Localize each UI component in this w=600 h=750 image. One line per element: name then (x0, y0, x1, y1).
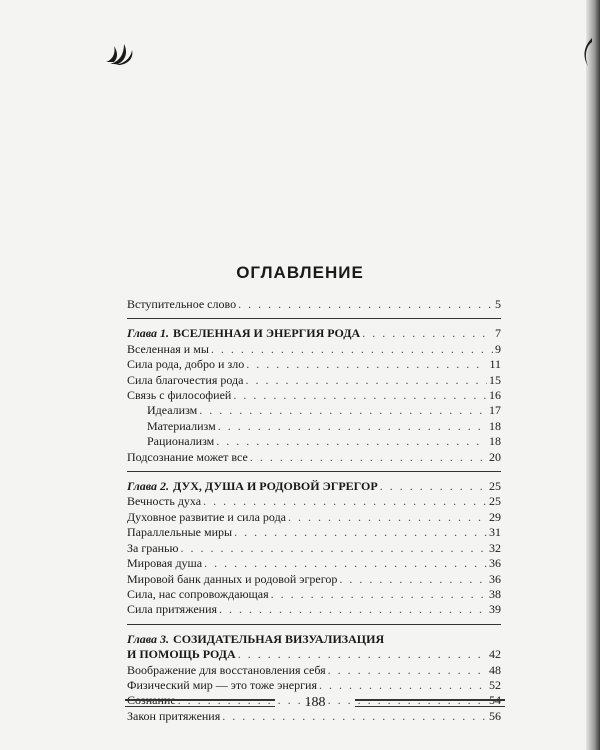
dot-leader (238, 647, 487, 662)
toc-entry-page: 7 (495, 326, 501, 341)
chapter-title: И ПОМОЩЬ РОДА (127, 647, 236, 662)
dot-leader (222, 709, 487, 724)
toc-entry-title: Сила рода, добро и зло (127, 357, 245, 372)
dot-leader (233, 388, 487, 403)
dot-leader (199, 403, 487, 418)
toc-entry-title: Вселенная и мы (127, 341, 209, 356)
toc-entry-page: 15 (489, 372, 501, 387)
dot-leader (180, 541, 487, 556)
toc-entry-title: Воображение для восстановления себя (127, 662, 326, 677)
toc-entry[interactable] (127, 373, 501, 388)
chapter-title: СОЗИДАТЕЛЬНАЯ ВИЗУАЛИЗАЦИЯ (173, 631, 385, 646)
section-divider (127, 624, 501, 625)
toc-entry[interactable] (127, 541, 501, 556)
toc-entry[interactable] (127, 602, 501, 617)
toc-entry[interactable] (127, 663, 501, 678)
toc-entry-page: 54 (489, 693, 501, 708)
toc-entry[interactable] (127, 357, 501, 372)
dot-leader (271, 587, 487, 602)
toc-entry[interactable] (127, 388, 501, 403)
table-of-contents (127, 297, 501, 724)
toc-entry[interactable] (127, 510, 501, 525)
toc-entry-page: 29 (489, 509, 501, 524)
dot-leader (245, 373, 487, 388)
toc-entry-page: 36 (489, 556, 501, 571)
toc-entry-title: Подсознание может все (127, 449, 248, 464)
toc-entry-title: Материализм (147, 418, 216, 433)
dot-leader (238, 297, 493, 312)
footer-rule-right (355, 699, 505, 707)
toc-entry-title: Мировая душа (127, 556, 203, 571)
flourish-ornament-right-icon (580, 36, 592, 68)
toc-entry-page: 11 (489, 357, 501, 372)
toc-entry-page: 25 (489, 479, 501, 494)
toc-entry-title: Физический мир — это тоже энергия (127, 677, 317, 692)
toc-entry[interactable] (127, 494, 501, 509)
toc-entry-page: 32 (489, 540, 501, 555)
dot-leader (234, 525, 487, 540)
page-number: 188 (304, 695, 326, 710)
toc-entry-title: Сила благочестия рода (127, 372, 244, 387)
toc-entry-page: 18 (489, 434, 501, 449)
chapter-heading-1[interactable] (127, 326, 501, 341)
toc-entry-page: 17 (489, 403, 501, 418)
toc-entry-title: Вечность духа (127, 494, 202, 509)
toc-entry-title: Параллельные миры (127, 525, 233, 540)
toc-entry-title: Рационализм (147, 434, 215, 449)
toc-entry-page: 9 (495, 341, 501, 356)
toc-entry-page: 38 (489, 586, 501, 601)
toc-entry-page: 16 (489, 388, 501, 403)
dot-leader (250, 450, 487, 465)
toc-entry-page: 36 (489, 571, 501, 586)
chapter-heading-2[interactable] (127, 479, 501, 494)
toc-entry-page: 56 (489, 708, 501, 723)
toc-entry[interactable] (127, 572, 501, 587)
toc-entry-title: Сознание (127, 693, 176, 708)
toc-subentry[interactable] (127, 403, 501, 418)
toc-entry[interactable] (127, 587, 501, 602)
toc-entry[interactable] (127, 709, 501, 724)
dot-leader (339, 572, 487, 587)
toc-entry-title: Духовное развитие и сила рода (127, 509, 287, 524)
dot-leader (204, 556, 487, 571)
toc-entry[interactable] (127, 342, 501, 357)
page-title: ОГЛАВЛЕНИЕ (236, 263, 364, 282)
toc-entry-title: Закон притяжения (127, 708, 221, 723)
flourish-ornament-icon (104, 40, 134, 66)
chapter-heading-3-line-1[interactable] (127, 632, 501, 647)
toc-entry-title: Сила притяжения (127, 602, 218, 617)
section-divider (127, 471, 501, 472)
chapter-label: Глава 1. (127, 326, 170, 341)
toc-entry-title: За гранью (127, 540, 179, 555)
toc-entry-page: 31 (489, 525, 501, 540)
toc-entry-page: 52 (489, 677, 501, 692)
dot-leader (380, 479, 487, 494)
toc-subentry[interactable] (127, 434, 501, 449)
dot-leader (218, 419, 487, 434)
chapter-title: ДУХ, ДУША И РОДОВОЙ ЭГРЕГОР (173, 479, 378, 494)
dot-leader (211, 342, 493, 357)
toc-entry-title: Мировой банк данных и родовой эгрегор (127, 571, 338, 586)
chapter-heading-3-line-2[interactable] (127, 647, 501, 662)
toc-entry-page: 5 (495, 297, 501, 311)
dot-leader (219, 602, 487, 617)
toc-entry-intro[interactable] (127, 297, 501, 312)
chapter-title: ВСЕЛЕННАЯ И ЭНЕРГИЯ РОДА (173, 326, 361, 341)
page-footer (125, 695, 505, 711)
toc-entry-title: Вступительное слово (127, 297, 237, 311)
page-edge (586, 0, 600, 750)
dot-leader (216, 434, 487, 449)
dot-leader (203, 494, 487, 509)
dot-leader (362, 326, 493, 341)
toc-entry-title: Связь с философией (127, 388, 232, 403)
section-divider (127, 318, 501, 319)
toc-entry-page: 20 (489, 449, 501, 464)
chapter-label: Глава 3. (127, 631, 170, 646)
footer-rule-left (125, 699, 275, 707)
toc-entry-title: Сила, нас сопровождающая (127, 586, 269, 601)
chapter-label: Глава 2. (127, 479, 170, 494)
dot-leader (288, 510, 487, 525)
dot-leader (246, 357, 487, 372)
toc-entry-page: 42 (489, 647, 501, 662)
toc-entry-page: 25 (489, 494, 501, 509)
toc-subentry[interactable] (127, 419, 501, 434)
dot-leader (328, 663, 487, 678)
toc-entry-page: 18 (489, 418, 501, 433)
toc-entry-page: 48 (489, 662, 501, 677)
toc-entry[interactable] (127, 525, 501, 540)
toc-entry-title: Идеализм (147, 403, 198, 418)
dot-leader (319, 678, 487, 693)
toc-entry-page: 39 (489, 602, 501, 617)
toc-entry[interactable] (127, 450, 501, 465)
toc-entry[interactable] (127, 556, 501, 571)
toc-entry[interactable] (127, 678, 501, 693)
